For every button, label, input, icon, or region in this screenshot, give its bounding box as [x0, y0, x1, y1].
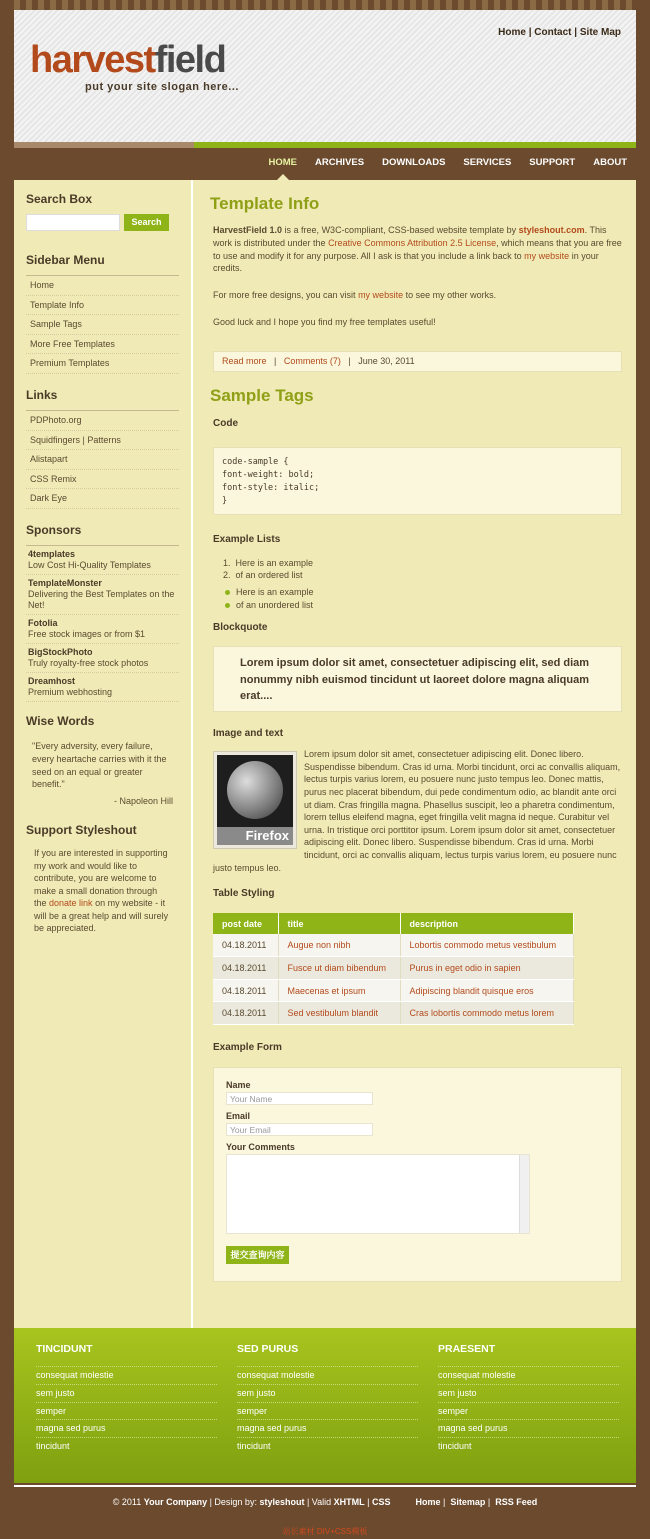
- watermark: 站长素材 DIV+CSS模板: [282, 1527, 368, 1536]
- intro-text: in your credits.: [213, 250, 599, 274]
- footer-link[interactable]: semper: [36, 1402, 217, 1420]
- footer-column-title: TINCIDUNT: [36, 1343, 93, 1355]
- sponsor-desc: Free stock images or from $1: [28, 628, 146, 639]
- support-title: Support Styleshout: [26, 822, 137, 837]
- footer-link[interactable]: sem justo: [36, 1384, 217, 1402]
- nav-downloads[interactable]: DOWNLOADS: [382, 157, 446, 168]
- bullet-icon: [225, 603, 230, 608]
- sponsor-desc: Low Cost Hi-Quality Templates: [28, 559, 151, 570]
- quote-author: - Napoleon Hill: [113, 796, 173, 807]
- footer-link[interactable]: magna sed purus: [36, 1419, 217, 1437]
- table-cell-desc: [400, 934, 574, 957]
- nav-support[interactable]: SUPPORT: [529, 157, 576, 168]
- sponsor-desc: Delivering the Best Templates on the Net!: [28, 588, 175, 610]
- logo-part-harvest: harvest: [30, 39, 155, 81]
- footer-link[interactable]: sem justo: [438, 1384, 619, 1402]
- toplink-home[interactable]: Home: [498, 27, 526, 38]
- bullet-icon: [225, 590, 230, 595]
- content-area: [14, 180, 636, 1328]
- sample-table: [213, 913, 574, 1025]
- footer-sitemap-link[interactable]: Sitemap: [450, 1497, 486, 1507]
- code-sample: code-sample { font-weight: bold; font-style: italic; }: [213, 447, 622, 515]
- footer-link[interactable]: semper: [237, 1402, 418, 1420]
- email-input[interactable]: Your Email: [226, 1123, 373, 1136]
- table-header: title: [278, 913, 400, 934]
- table-title-link[interactable]: Sed vestibulum blandit: [287, 1008, 379, 1019]
- read-more-link[interactable]: Read more: [222, 355, 267, 366]
- intro-bold: HarvestField 1.0: [213, 225, 283, 235]
- link-item[interactable]: PDPhoto.org: [26, 411, 179, 431]
- unordered-list-item-text: Here is an example: [236, 586, 314, 597]
- xhtml-link[interactable]: XHTML: [333, 1497, 365, 1507]
- footer-link[interactable]: consequat molestie: [438, 1366, 619, 1384]
- wise-words-quote: [26, 736, 179, 812]
- valid-text: | Valid: [304, 1497, 334, 1507]
- support-text-part2: on my website - it will be a great help and will surely be appreciated.: [34, 898, 169, 934]
- intro-text: , which means that you are free to use and modify it for any purpose. All I ask is that you include a link back to: [213, 237, 622, 261]
- email-label: Email: [226, 1110, 251, 1121]
- firefox-label: Firefox: [217, 827, 293, 845]
- css-link[interactable]: CSS: [372, 1497, 391, 1507]
- unordered-list: [213, 586, 622, 611]
- site-logo[interactable]: [30, 38, 225, 82]
- wise-words-title: Wise Words: [26, 713, 95, 728]
- sponsor-item[interactable]: [26, 673, 179, 702]
- footer-link[interactable]: tincidunt: [438, 1437, 619, 1455]
- links-list: [26, 410, 179, 509]
- post-meta: Read more | Comments (7) | June 30, 2011: [213, 351, 622, 372]
- ordered-list: [213, 557, 622, 582]
- sponsors-title: Sponsors: [26, 522, 82, 537]
- footer-text: © 2011 Your Company | Design by: styleshout | Valid XHTML | CSS Home | Sitemap | RSS Feed: [112, 1497, 538, 1507]
- footer-link[interactable]: consequat molestie: [36, 1366, 217, 1384]
- table-cell-title: [278, 1002, 400, 1025]
- my-website-link-2[interactable]: my website: [358, 290, 404, 301]
- code-title: Code: [213, 417, 238, 429]
- license-link[interactable]: Creative Commons Attribution 2.5 License: [328, 237, 497, 248]
- firefox-logo-icon: [217, 755, 293, 827]
- footer-column: [237, 1343, 418, 1455]
- table-cell-title: [278, 979, 400, 1002]
- table-row: [213, 1002, 574, 1025]
- sponsor-desc: Truly royalty-free stock photos: [28, 657, 149, 668]
- link-item[interactable]: CSS Remix: [26, 470, 179, 490]
- copyright-text: © 2011: [112, 1497, 144, 1507]
- ordered-list-item: 1. Here is an example: [223, 557, 314, 568]
- table-cell-date: 04.18.2011: [213, 1002, 278, 1025]
- image-body-text: Lorem ipsum dolor sit amet, consectetuer adipiscing elit. Donec libero. Suspendisse bibendum. Cras id urna. Morbi tincidunt, orci ac convallis aliquam, lectus turpis varius lorem, eu posuere nunc justo tempus leo. Donec mattis, purus nec placerat bibendum, dui pede condimentum odio, ac blandit ante orci ut diam. Cras fringilla magna. Phasellus suscipit, leo a pharetra condimentum, lorem tellus eleifend magna, eget fringilla velit magna id neque. Curabitur vel urna. In tristique orci porttitor ipsum. Lorem ipsum dolor sit amet, consectetuer adipiscing elit. Donec libero. Suspendisse bibendum. Cras id urna. Morbi tincidunt, orci ac convallis aliquam, lectus turpis varius lorem, eu posuere nunc justo tempus leo.: [213, 749, 621, 873]
- nav-services[interactable]: SERVICES: [463, 157, 512, 168]
- footer-link[interactable]: magna sed purus: [237, 1419, 418, 1437]
- table-title-link[interactable]: Maecenas et ipsum: [287, 985, 366, 996]
- top-pattern-strip: [14, 0, 636, 10]
- table-title: Table Styling: [213, 888, 275, 900]
- sponsor-name: Dreamhost: [28, 675, 76, 686]
- table-desc-link[interactable]: Cras lobortis commodo metus lorem: [409, 1008, 555, 1019]
- footer-link[interactable]: tincidunt: [237, 1437, 418, 1455]
- separator: |: [364, 1497, 372, 1507]
- name-label: Name: [226, 1079, 251, 1090]
- unordered-list-item-text: of an unordered list: [236, 599, 314, 610]
- table-row: [213, 957, 574, 980]
- company-link[interactable]: Your Company: [143, 1497, 208, 1507]
- table-header: description: [400, 913, 574, 934]
- table-title-link[interactable]: Fusce ut diam bibendum: [287, 962, 387, 973]
- sample-tags-title: Sample Tags: [210, 385, 314, 405]
- nav-accent-left: [14, 142, 194, 148]
- main-column: [210, 180, 622, 1282]
- footer-link[interactable]: magna sed purus: [438, 1419, 619, 1437]
- site-header: [14, 10, 636, 142]
- footer-column-title: SED PURUS: [237, 1343, 299, 1355]
- example-form: [213, 1067, 622, 1282]
- ordered-list-item: 2. of an ordered list: [223, 570, 303, 581]
- firefox-image: [213, 751, 297, 849]
- sponsor-item[interactable]: [26, 644, 179, 673]
- footer-rss-link[interactable]: RSS Feed: [495, 1497, 538, 1507]
- good-luck-paragraph: Good luck and I hope you find my free templates useful!: [213, 316, 436, 327]
- search-form: [26, 214, 179, 231]
- table-cell-title: [278, 957, 400, 980]
- post-date: June 30, 2011: [358, 355, 415, 366]
- sponsor-name: 4templates: [28, 548, 76, 559]
- sponsor-item[interactable]: [26, 575, 179, 615]
- intro-text: is a free, W3C-compliant, CSS-based website template by: [282, 225, 519, 235]
- more-designs-text: to see my other works.: [403, 290, 497, 301]
- sponsor-name: Fotolia: [28, 617, 58, 628]
- footer-column: [438, 1343, 619, 1455]
- comments-label: Your Comments: [226, 1141, 295, 1152]
- sidebar-menu-item[interactable]: Home: [26, 276, 179, 296]
- comments-link[interactable]: Comments (7): [283, 355, 341, 366]
- more-designs-text: For more free designs, you can visit: [213, 290, 359, 301]
- page: [14, 0, 636, 1539]
- search-button[interactable]: Search: [124, 214, 169, 231]
- intro-text: . This work is distributed under the: [213, 225, 607, 248]
- textarea-scrollbar[interactable]: [519, 1155, 529, 1233]
- designer-link[interactable]: styleshout: [259, 1497, 305, 1507]
- lists-title: Example Lists: [213, 533, 281, 545]
- comments-textarea[interactable]: [226, 1154, 530, 1234]
- template-info-title: Template Info: [210, 194, 320, 213]
- left-border: [0, 0, 14, 1539]
- search-box-title: Search Box: [26, 192, 93, 206]
- sidebar-menu: [26, 275, 179, 374]
- toplink-sitemap[interactable]: Site Map: [579, 27, 621, 38]
- ordered-list-item-text: of an ordered list: [235, 570, 303, 581]
- globe-icon: [227, 761, 283, 819]
- link-item[interactable]: Squidfingers | Patterns: [26, 431, 179, 451]
- image-text-block: [213, 748, 622, 874]
- link-item[interactable]: Dark Eye: [26, 489, 179, 509]
- nav-archives[interactable]: ARCHIVES: [314, 157, 365, 168]
- donate-link[interactable]: donate link: [49, 898, 93, 909]
- link-item[interactable]: Alistapart: [26, 450, 179, 470]
- footer-home-link[interactable]: Home: [415, 1497, 441, 1507]
- table-cell-date: 04.18.2011: [213, 957, 278, 980]
- sponsor-item[interactable]: [26, 546, 179, 575]
- top-links: Home | Contact | Site Map: [498, 27, 621, 38]
- footer-columns: [14, 1328, 636, 1483]
- footer-column-title: PRAESENT: [438, 1343, 496, 1355]
- sponsor-name: TemplateMonster: [28, 577, 102, 588]
- support-text-part1: If you are interested in supporting my work and would like to contribute, you are welcome to make a small donation through the: [34, 847, 168, 909]
- search-input[interactable]: [26, 214, 120, 231]
- sidebar-menu-item[interactable]: Premium Templates: [26, 354, 179, 374]
- table-cell-desc: [400, 979, 574, 1002]
- sponsor-name: BigStockPhoto: [28, 646, 93, 657]
- footer-link[interactable]: sem justo: [237, 1384, 418, 1402]
- table-desc-link[interactable]: Lobortis commodo metus vestibulum: [409, 940, 557, 951]
- blockquote: Lorem ipsum dolor sit amet, consectetuer adipiscing elit, sed diam nonummy nibh euismod tincidunt ut laoreet dolore magna aliquam erat....: [213, 646, 622, 712]
- table-cell-desc: [400, 957, 574, 980]
- nav-home[interactable]: HOME: [259, 148, 306, 180]
- table-desc-link[interactable]: Purus in eget odio in sapien: [409, 962, 521, 973]
- logo-part-field: field: [154, 39, 226, 81]
- main-nav-bar: [14, 142, 636, 180]
- sponsor-item[interactable]: [26, 615, 179, 644]
- unordered-list-item: [213, 599, 622, 612]
- nav-about[interactable]: ABOUT: [593, 157, 627, 168]
- ordered-list-item-text: Here is an example: [235, 557, 314, 568]
- table-row: [213, 934, 574, 957]
- name-input[interactable]: Your Name: [226, 1092, 373, 1105]
- styleshout-link[interactable]: styleshout.com: [518, 225, 585, 235]
- unordered-list-item: [213, 586, 622, 599]
- table-cell-desc: [400, 1002, 574, 1025]
- sidebar-menu-item[interactable]: More Free Templates: [26, 335, 179, 355]
- sponsors-list: [26, 545, 179, 702]
- quote-text: "Every adversity, every failure, every heartache carries with it the seed on an equal or greater benefit.": [32, 740, 167, 790]
- main-nav: [259, 148, 636, 180]
- table-row: [213, 979, 574, 1002]
- site-slogan: put your site slogan here...: [85, 81, 239, 93]
- sidebar-menu-title: Sidebar Menu: [26, 253, 105, 267]
- support-text: [26, 845, 179, 937]
- links-title: Links: [26, 387, 58, 402]
- table-header: post date: [213, 913, 278, 934]
- sidebar-menu-item[interactable]: Template Info: [26, 296, 179, 316]
- right-border: [636, 0, 650, 1539]
- table-title-link[interactable]: Augue non nibh: [287, 940, 351, 951]
- table-cell-date: 04.18.2011: [213, 979, 278, 1002]
- form-title: Example Form: [213, 1041, 282, 1053]
- intro-paragraph: [210, 224, 622, 275]
- table-desc-link[interactable]: Adipiscing blandit quisque eros: [409, 985, 534, 996]
- sponsor-desc: Premium webhosting: [28, 686, 113, 697]
- footer-link[interactable]: consequat molestie: [237, 1366, 418, 1384]
- table-cell-title: [278, 934, 400, 957]
- toplink-contact[interactable]: Contact: [534, 27, 572, 38]
- footer-link[interactable]: tincidunt: [36, 1437, 217, 1455]
- footer-link[interactable]: semper: [438, 1402, 619, 1420]
- submit-button[interactable]: 提交查询内容: [226, 1246, 289, 1264]
- sidebar: [14, 180, 193, 1328]
- blockquote-title: Blockquote: [213, 622, 268, 634]
- more-designs-paragraph: [210, 289, 622, 302]
- table-header-row: [213, 913, 574, 934]
- design-by-text: | Design by:: [207, 1497, 260, 1507]
- sidebar-menu-item[interactable]: Sample Tags: [26, 315, 179, 335]
- image-text-title: Image and text: [213, 728, 284, 740]
- table-cell-date: 04.18.2011: [213, 934, 278, 957]
- footer-column: [36, 1343, 217, 1455]
- my-website-link[interactable]: my website: [524, 250, 570, 261]
